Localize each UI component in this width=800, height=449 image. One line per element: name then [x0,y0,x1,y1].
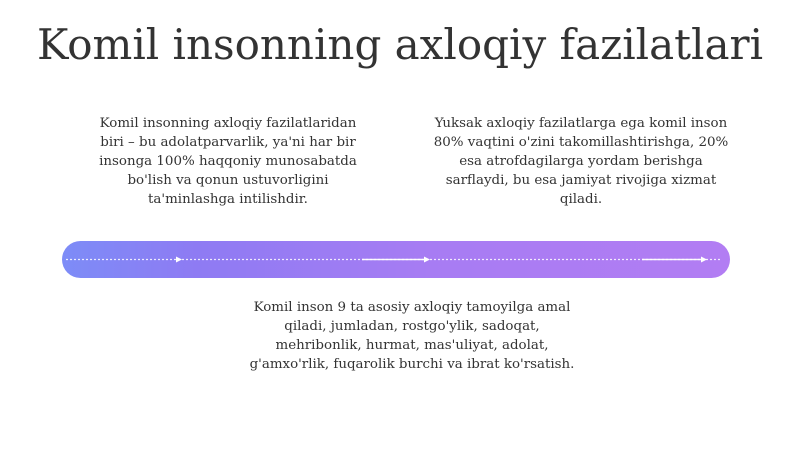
text-block-bottom [232,298,592,374]
arrow-right-icon [701,257,707,263]
text-line: ta'minlashga intilishdir. [148,192,308,207]
text-line: 80% vaqtini o'zini takomillashtirishga, 20% [433,135,729,150]
text-line: qiladi, jumladan, rostgo'ylik, sadoqat, [284,319,540,334]
text-line: Komil insonning axloqiy fazilatlaridan [99,116,357,131]
text-line: insonga 100% haqqoniy munosabatda [99,154,357,169]
text-line: esa atrofdagilarga yordam berishga [459,154,703,169]
slide-title: Komil insonning axloqiy fazilatlari [36,20,764,69]
text-line: g'amxo'rlik, fuqarolik burchi va ibrat ko'rsatish. [249,357,575,372]
text-line: sarflaydi, bu esa jamiyat rivojiga xizmat [445,173,717,188]
text-line: Komil inson 9 ta asosiy axloqiy tamoyilga amal [253,300,571,315]
text-block-top-left [64,114,392,209]
text-line: bo'lish va qonun ustuvorligini [127,173,329,188]
timeline-arrows [62,241,730,278]
timeline-bar [62,241,730,278]
arrow-right-icon [176,257,182,263]
text-line: mehribonlik, hurmat, mas'uliyat, adolat, [275,338,549,353]
text-block-top-right [416,114,746,209]
arrow-right-icon [424,257,430,263]
text-line: qiladi. [559,192,603,207]
text-line: biri – bu adolatparvarlik, ya'ni har bir [100,135,356,150]
text-line: Yuksak axloqiy fazilatlarga ega komil inson [434,116,728,131]
